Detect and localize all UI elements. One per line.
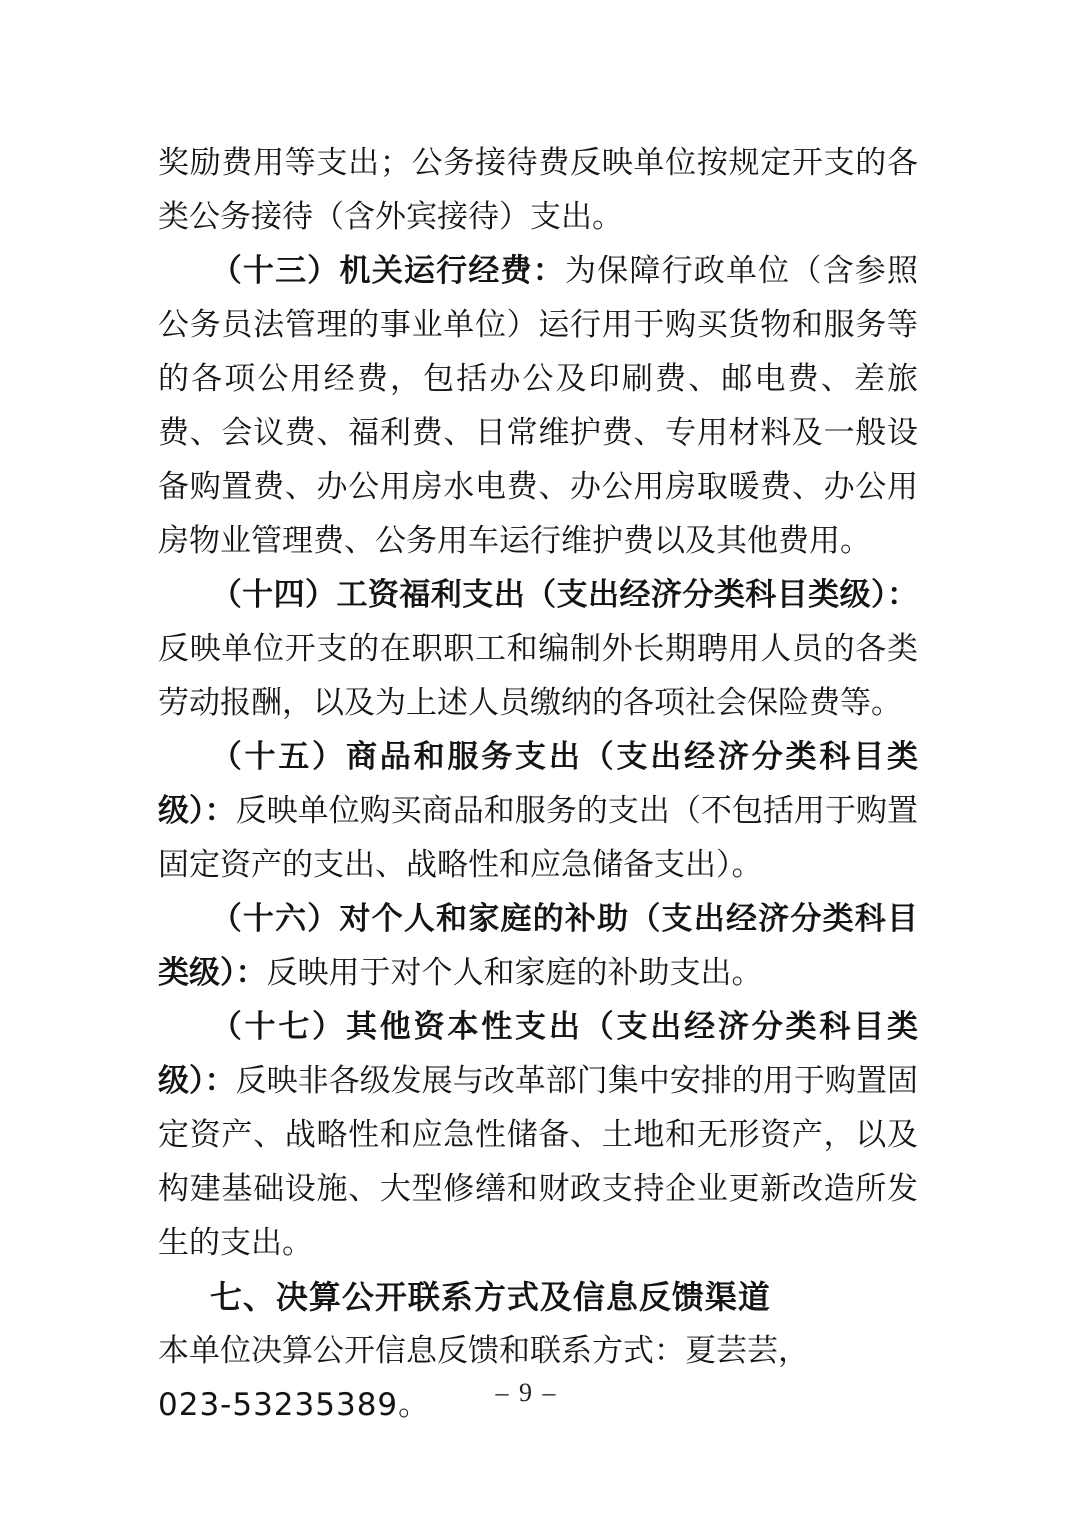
paragraph-lead: （十三）机关运行经费：	[210, 253, 565, 288]
paragraph-item-13	[158, 244, 918, 568]
document-body	[158, 136, 918, 1432]
paragraph-text: 反映用于对个人和家庭的补助支出。	[266, 955, 763, 990]
paragraph-item-16	[158, 892, 918, 1000]
paragraph-text: 反映单位开支的在职职工和编制外长期聘用人员的各类劳动报酬，以及为上述人员缴纳的各项社会保险费等。	[158, 631, 918, 720]
paragraph-text: 反映非各级发展与改革部门集中安排的用于购置固定资产、战略性和应急性储备、土地和无形资产，以及构建基础设施、大型修缮和财政支持企业更新改造所发生的支出。	[158, 1063, 918, 1260]
contact-period: 。	[398, 1387, 430, 1422]
paragraph-continuation	[158, 136, 918, 244]
paragraph-item-14	[158, 568, 918, 730]
paragraph-lead: （十五）商品和服务支出（支出经济分类科目类级）：	[158, 739, 918, 828]
paragraph-item-17	[158, 1000, 918, 1270]
paragraph-text: 为保障行政单位（含参照公务员法管理的事业单位）运行用于购买货物和服务等的各项公用经费，包括办公及印刷费、邮电费、差旅费、会议费、福利费、日常维护费、专用材料及一般设备购置费、办公用房水电费、办公用房取暖费、办公用房物业管理费、公务用车运行维护费以及其他费用。	[158, 253, 919, 558]
contact-phone-number: 023-53235389	[158, 1387, 399, 1423]
paragraph-lead: （十六）对个人和家庭的补助（支出经济分类科目类级）：	[158, 901, 918, 990]
section-heading-contact: 七、决算公开联系方式及信息反馈渠道	[209, 1279, 771, 1315]
paragraph-item-15	[158, 730, 918, 892]
contact-text: 本单位决算公开信息反馈和联系方式：夏芸芸，	[158, 1333, 809, 1368]
paragraph-text: 反映单位购买商品和服务的支出（不包括用于购置固定资产的支出、战略性和应急储备支出）。	[158, 793, 918, 882]
paragraph-text: 奖励费用等支出；公务接待费反映单位按规定开支的各类公务接待（含外宾接待）支出。	[158, 145, 918, 234]
page-number: – 9 –	[495, 1378, 558, 1407]
paragraph-lead: （十七）其他资本性支出（支出经济分类科目类级）：	[158, 1009, 918, 1098]
paragraph-lead: （十四）工资福利支出（支出经济分类科目类级）：	[210, 577, 918, 612]
